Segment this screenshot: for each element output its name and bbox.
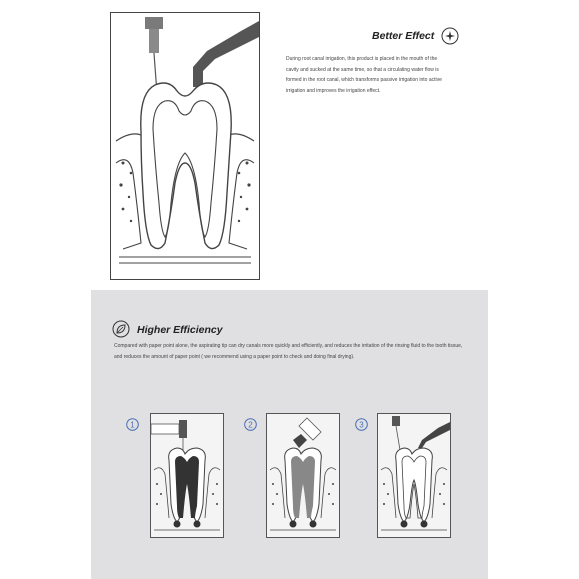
syringe-body: [149, 29, 159, 53]
step-3-number-badge: [355, 418, 368, 431]
step-3-aspirating-handpiece: [418, 422, 450, 448]
better-effect-heading: Better Effect: [372, 30, 435, 42]
step-2-number: 2: [248, 420, 253, 430]
leaf-circle-icon: [112, 320, 130, 338]
bone-dots: [119, 162, 250, 223]
step-1-illustration: [150, 413, 224, 538]
higher-efficiency-heading: Higher Efficiency: [137, 324, 223, 336]
step-1-handpiece: [151, 424, 179, 434]
step-1-number: 1: [130, 420, 135, 430]
step-3-number: 3: [359, 420, 364, 430]
step-2-number-badge: [244, 418, 257, 431]
sparkle-circle-icon: [441, 27, 459, 45]
higher-efficiency-description: Compared with paper point alone, the aspirating tip can dry canals more quickly and efficiently, and reduces the irritation of the rinsing fluid to the tooth tissue, and reduces the amount of paper point ( we recommend using a paper point to check and doing final drying).: [114, 343, 463, 360]
step-3-illustration: [377, 413, 451, 538]
syringe-hub: [145, 17, 163, 29]
step-1-filled-canals: [175, 456, 199, 518]
step-2-canals: [291, 456, 315, 518]
tooth-outline: [141, 83, 231, 249]
step-1-number-badge: [126, 418, 139, 431]
step-2-illustration: [266, 413, 340, 538]
tooth-irrigation-illustration: [110, 12, 260, 280]
better-effect-description: During root canal irrigation, this product is placed in the mouth of the cavity and sucked at the same time, so that a circulating water flow is formed in the root canal, which transforms passive irrigation into active irrigation and improves the irrigation effect.: [286, 56, 442, 94]
aspirating-handpiece: [193, 21, 259, 87]
tooth-irrigation-drawing: [111, 13, 259, 279]
